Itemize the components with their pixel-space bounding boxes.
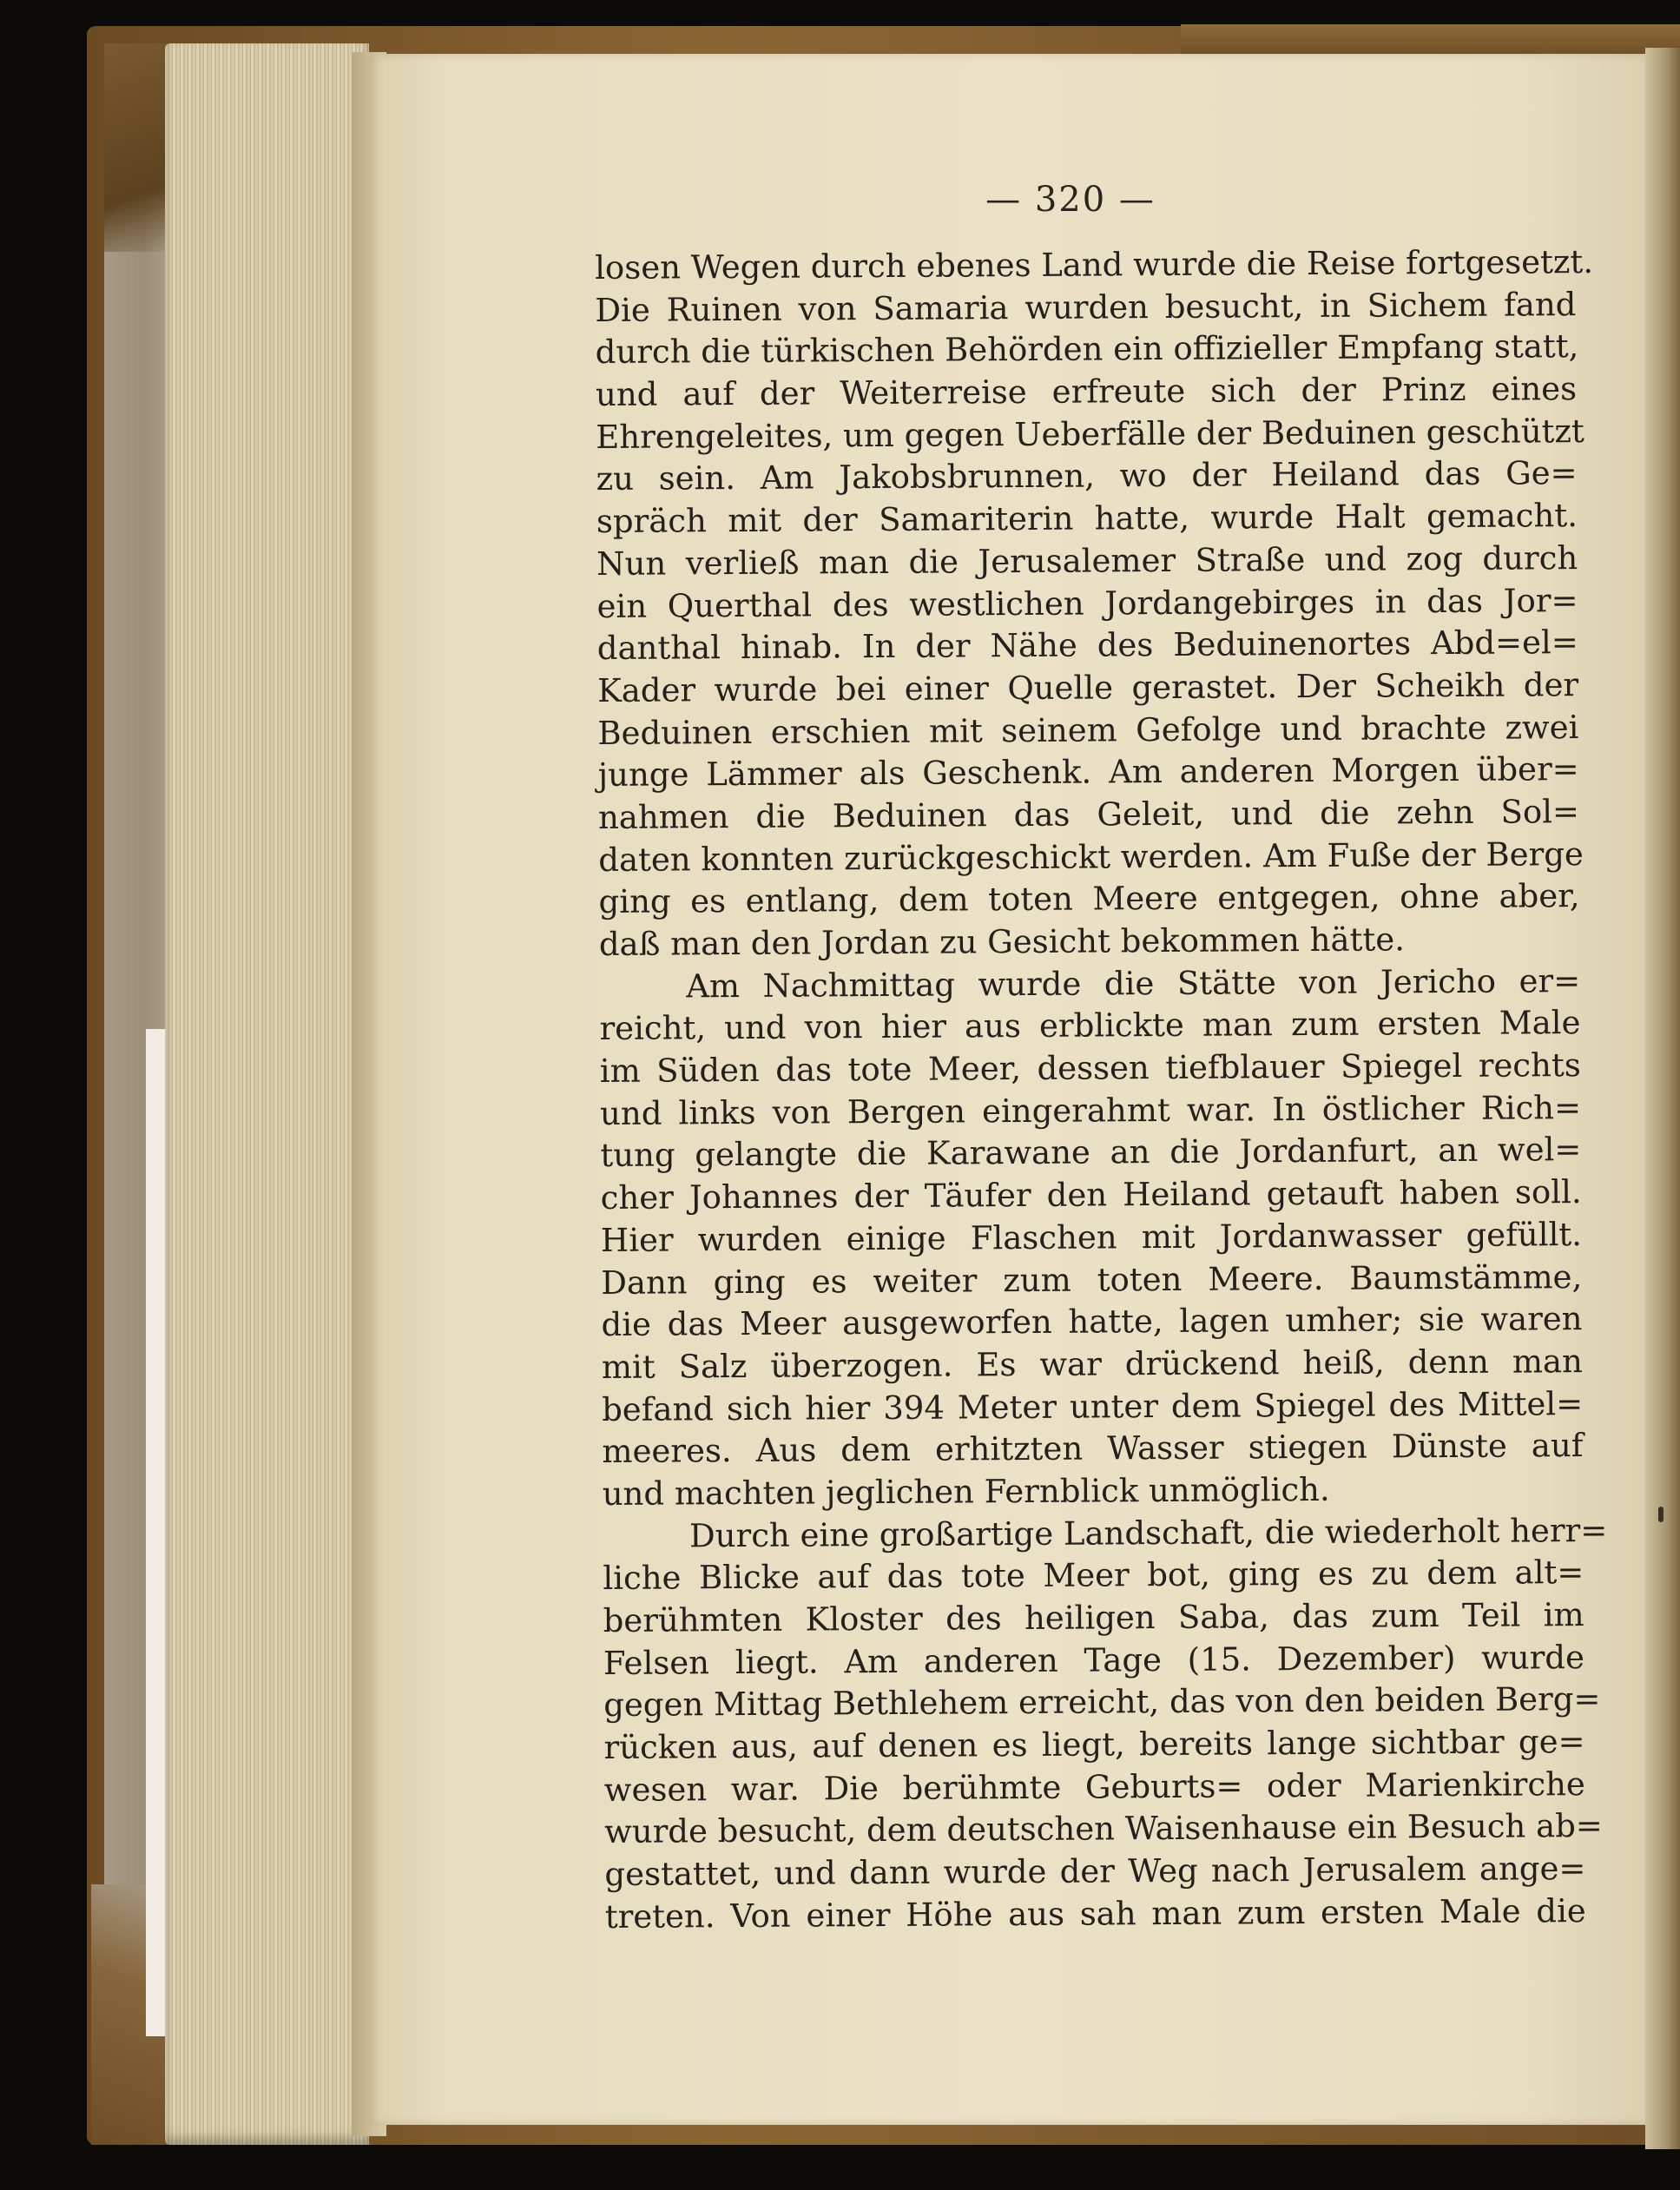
text-line: gegen Mittag Bethlehem erreicht, das von den beiden Berg=: [603, 1680, 1601, 1725]
paper-slip: [146, 1029, 166, 2036]
text-line: und machten jeglichen Fernblick unmöglich.: [602, 1470, 1330, 1513]
text-line: mit Salz überzogen. Es war drückend heiß, denn man: [601, 1342, 1583, 1386]
text-line: Kader wurde bei einer Quelle gerastet. Der Scheikh der: [596, 665, 1579, 709]
page-body-text: [595, 241, 1608, 1938]
text-line: zu sein. Am Jakobsbrunnen, wo der Heiland das Ge=: [596, 454, 1578, 498]
text-line: durch die türkischen Behörden ein offizieller Empfang statt,: [595, 327, 1579, 372]
text-line: junge Lämmer als Geschenk. Am anderen Morgen über=: [597, 750, 1579, 795]
page-number: — 320 —: [985, 180, 1156, 220]
text-line: und links von Bergen eingerahmt war. In östlicher Rich=: [599, 1088, 1582, 1132]
text-line: treten. Von einer Höhe aus sah man zum ersten Male die: [604, 1891, 1586, 1936]
text-line: rücken aus, auf denen es liegt, bereits lange sichtbar ge=: [603, 1723, 1585, 1767]
text-line: cher Johannes der Täufer den Heiland getauft haben soll.: [600, 1173, 1582, 1217]
text-line: die das Meer ausgeworfen hatte, lagen umher; sie waren: [601, 1300, 1583, 1344]
text-line: Beduinen erschien mit seinem Gefolge und brachte zwei: [597, 708, 1579, 752]
stacked-page-edges: [165, 43, 369, 2145]
page-right-edge: [1645, 48, 1680, 2149]
text-line: tung gelangte die Karawane an die Jordanfurt, an wel=: [600, 1131, 1582, 1175]
text-line: Durch eine großartige Landschaft, die wiederholt herr=: [688, 1511, 1608, 1554]
text-line: berühmten Kloster des heiligen Saba, das zum Teil im: [603, 1596, 1584, 1639]
text-line: wesen war. Die berühmte Geburts= oder Marienkirche: [603, 1765, 1585, 1809]
text-line: daß man den Jordan zu Gesicht bekommen hätte.: [598, 920, 1406, 963]
text-line: Hier wurden einige Flaschen mit Jordanwasser gefüllt.: [600, 1215, 1583, 1259]
text-line: Felsen liegt. Am anderen Tage (15. Dezember) wurde: [603, 1638, 1585, 1682]
text-line: nahmen die Beduinen das Geleit, und die zehn Sol=: [597, 793, 1580, 836]
text-line: daten konnten zurückgeschickt werden. Am Fuße der Berge: [598, 834, 1584, 879]
text-line: im Süden das tote Meer, dessen tiefblauer Spiegel rechts: [599, 1046, 1581, 1091]
text-line: Ehrengeleites, um gegen Ueberfälle der Beduinen geschützt: [596, 412, 1584, 456]
text-line: losen Wegen durch ebenes Land wurde die Reise fortgesetzt.: [595, 242, 1594, 287]
text-line: liche Blicke auf das tote Meer bot, ging es zu dem alt=: [603, 1553, 1584, 1598]
text-line: befand sich hier 394 Meter unter dem Spiegel des Mittel=: [602, 1384, 1584, 1428]
text-line: Dann ging es weiter zum toten Meere. Baumstämme,: [601, 1257, 1583, 1302]
text-line: wurde besucht, dem deutschen Waisenhause ein Besuch ab=: [604, 1807, 1603, 1851]
text-line: ging es entlang, dem toten Meere entgegen, ohne aber,: [598, 877, 1580, 921]
text-line: meeres. Aus dem erhitzten Wasser stiegen Dünste auf: [602, 1427, 1584, 1471]
text-line: ein Querthal des westlichen Jordangebirges in das Jor=: [596, 581, 1578, 625]
text-line: Die Ruinen von Samaria wurden besucht, in Sichem fand: [595, 285, 1577, 329]
text-line: reicht, und von hier aus erblickte man zum ersten Male: [599, 1004, 1581, 1048]
text-line: und auf der Weiterreise erfreute sich der Prinz eines: [595, 370, 1578, 414]
text-line: danthal hinab. In der Nähe des Beduinenortes Abd=el=: [596, 623, 1578, 668]
ink-speck: [1658, 1507, 1664, 1522]
text-line: Nun verließ man die Jerusalemer Straße und zog durch: [596, 538, 1578, 583]
text-line: gestattet, und dann wurde der Weg nach Jerusalem ange=: [604, 1850, 1586, 1894]
text-line: spräch mit der Samariterin hatte, wurde Halt gemacht.: [596, 497, 1578, 541]
text-line: Am Nachmittag wurde die Stätte von Jericho er=: [686, 961, 1581, 1006]
